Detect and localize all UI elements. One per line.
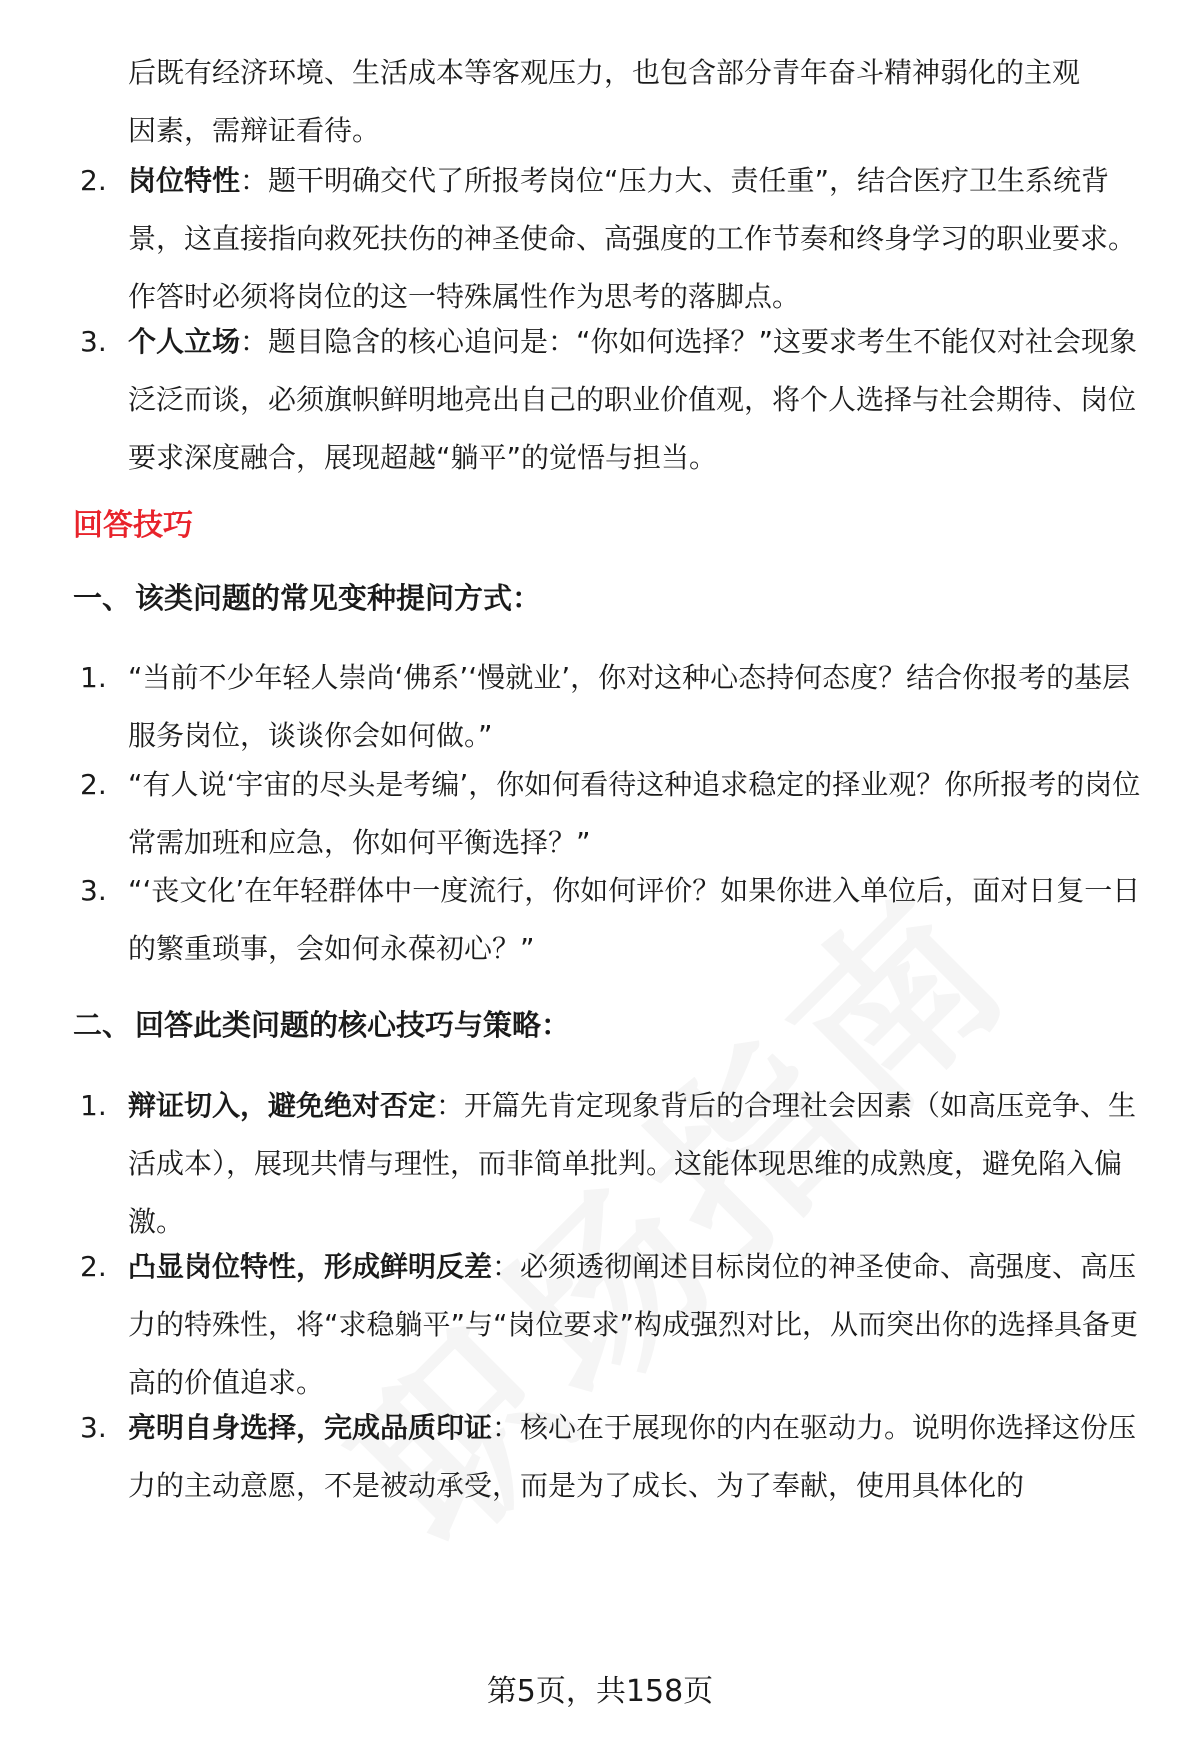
paragraph-continuation (128, 44, 1143, 160)
item-number: 2. (80, 768, 107, 801)
item-text: “当前不少年轻人崇尚‘佛系’‘慢就业’，你对这种心态持何态度？结合你报考的基层服务岗位，谈谈你会如何做。” (128, 661, 1131, 752)
item-text: “‘丧文化’在年轻群体中一度流行，你如何评价？如果你进入单位后，面对日复一日的繁重琐事，会如何永葆初心？” (128, 874, 1141, 965)
item-bold-label: 辩证切入，避免绝对否定 (128, 1089, 437, 1122)
item-body: ：核心在于展现你的内在驱动力。说明你选择这份压力的主动意愿，不是被动承受，而是为了成长、为了奉献，使用具体化的 (128, 1411, 1137, 1502)
heading-text: 该类问题的常见变种提问方式： (135, 581, 542, 615)
item-body: ：开篇先肯定现象背后的合理社会因素（如高压竞争、生活成本），展现共情与理性，而非简单批判。这能体现思维的成熟度，避免陷入偏激。 (128, 1089, 1137, 1238)
paragraph-line: 因素，需辩证看待。 (128, 114, 381, 147)
page-footer: 第5页，共158页 (486, 1674, 714, 1709)
item-bold-label: 凸显岗位特性，形成鲜明反差 (128, 1250, 493, 1283)
heading-number: 一、 (73, 581, 132, 615)
section-title: 回答技巧 (73, 508, 193, 543)
heading-number: 二、 (73, 1008, 132, 1042)
heading-variants (73, 578, 541, 618)
item-number: 2. (80, 1250, 107, 1283)
heading-strategies (73, 1005, 570, 1045)
item-text (128, 1238, 1143, 1412)
item-body: ：题干明确交代了所报考岗位“压力大、责任重”，结合医疗卫生系统背景，这直接指向救死扶伤的神圣使命、高强度的工作节奏和终身学习的职业要求。作答时必须将岗位的这一特殊属性作为思考的落脚点。 (128, 164, 1137, 313)
paragraph-line: 后既有经济环境、生活成本等客观压力，也包含部分青年奋斗精神弱化的主观 (128, 56, 1081, 89)
item-text (128, 313, 1143, 487)
item-text (128, 1077, 1143, 1251)
item-bold-label: 个人立场 (128, 325, 241, 358)
item-text: “有人说‘宇宙的尽头是考编’，你如何看待这种追求稳定的择业观？你所报考的岗位常需加班和应急，你如何平衡选择？” (128, 768, 1141, 859)
item-text (128, 1399, 1143, 1515)
item-body: ：必须透彻阐述目标岗位的神圣使命、高强度、高压力的特殊性，将“求稳躺平”与“岗位要求”构成强烈对比，从而突出你的选择具备更高的价值追求。 (128, 1250, 1139, 1399)
item-number: 2. (80, 164, 107, 197)
item-number: 1. (80, 661, 107, 694)
item-number: 3. (80, 1411, 107, 1444)
item-text (128, 152, 1143, 326)
item-body: ：题目隐含的核心追问是：“你如何选择？”这要求考生不能仅对社会现象泛泛而谈，必须旗帜鲜明地亮出自己的职业价值观，将个人选择与社会期待、岗位要求深度融合，展现超越“躺平”的觉悟与担当。 (128, 325, 1138, 474)
heading-text: 回答此类问题的核心技巧与策略： (135, 1008, 571, 1042)
item-number: 1. (80, 1089, 107, 1122)
item-bold-label: 岗位特性 (128, 164, 241, 197)
item-number: 3. (80, 325, 107, 358)
item-number: 3. (80, 874, 107, 907)
item-bold-label: 亮明自身选择，完成品质印证 (128, 1411, 493, 1444)
